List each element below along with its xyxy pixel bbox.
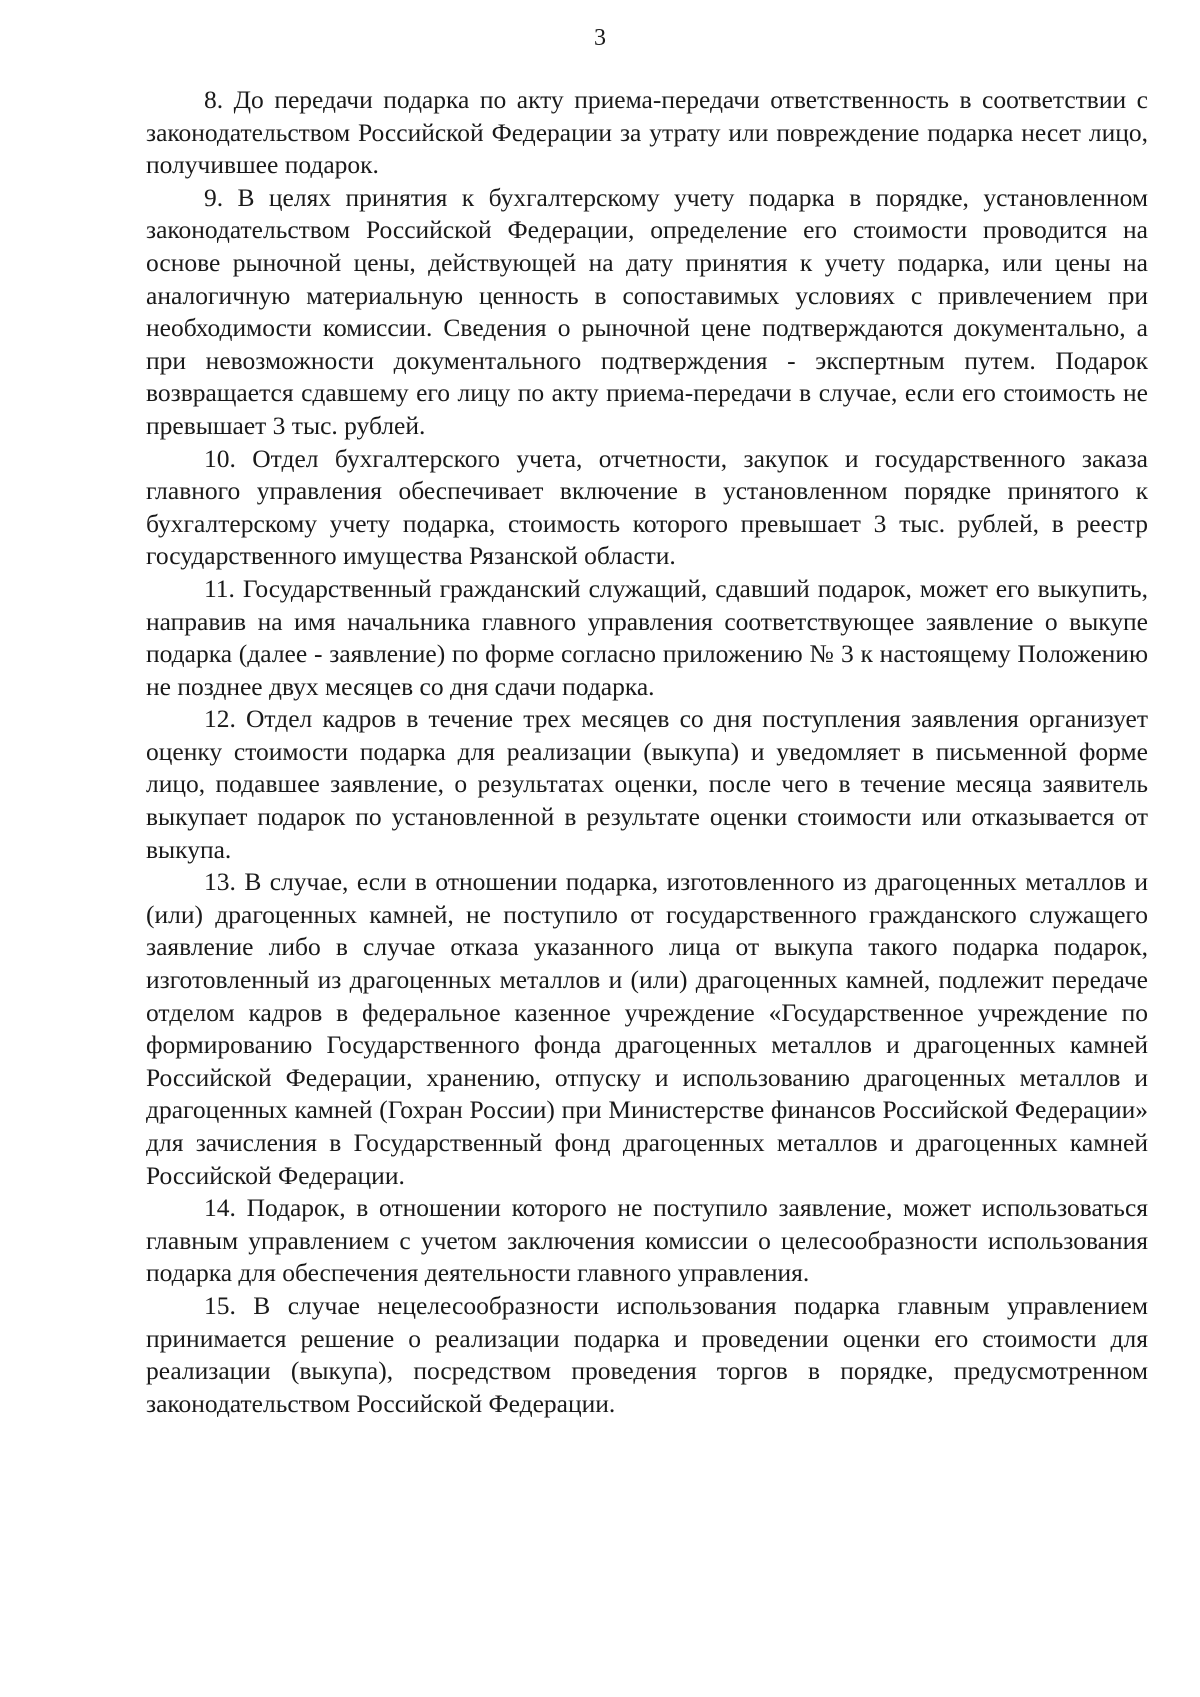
paragraph-15: 15. В случае нецелесообразности использования подарка главным управлением принимается решение о реализации подарка и проведении оценки его стоимости для реализации (выкупа), посредством проведения торгов в порядке, предусмотренном законодательством Российской Федерации. bbox=[146, 1290, 1148, 1418]
paragraph-9: 9. В целях принятия к бухгалтерскому учету подарка в порядке, установленном законодательством Российской Федерации, определение его стоимости проводится на основе рыночной цены, действующей на дату принятия к учету подарка, или цены на аналогичную материальную ценность в сопоставимых условиях с привлечением при необходимости комиссии. Сведения о рыночной цене подтверждаются документально, а при невозможности документального подтверждения - экспертным путем. Подарок возвращается сдавшему его лицу по акту приема-передачи в случае, если его стоимость не превышает 3 тыс. рублей. bbox=[146, 182, 1148, 440]
paragraph-12: 12. Отдел кадров в течение трех месяцев со дня поступления заявления организует оценку стоимости подарка для реализации (выкупа) и уведомляет в письменной форме лицо, подавшее заявление, о результатах оценки, после чего в течение месяца заявитель выкупает подарок по установленной в результате оценки стоимости или отказывается от выкупа. bbox=[146, 704, 1148, 864]
page-number: 3 bbox=[594, 25, 606, 51]
paragraph-10: 10. Отдел бухгалтерского учета, отчетности, закупок и государственного заказа главного управления обеспечивает включение в установленном порядке принятого к бухгалтерскому учету подарка, стоимость которого превышает 3 тыс. рублей, в реестр государственного имущества Рязанской области. bbox=[146, 443, 1148, 571]
paragraph-8: 8. До передачи подарка по акту приема-передачи ответственность в соответствии с законодательством Российской Федерации за утрату или повреждение подарка несет лицо, получившее подарок. bbox=[146, 85, 1148, 180]
paragraph-14: 14. Подарок, в отношении которого не поступило заявление, может использоваться главным управлением с учетом заключения комиссии о целесообразности использования подарка для обеспечения деятельности главного управления. bbox=[146, 1193, 1148, 1288]
document-body bbox=[146, 84, 1148, 1420]
paragraph-11: 11. Государственный гражданский служащий, сдавший подарок, может его выкупить, направив на имя начальника главного управления соответствующее заявление о выкупе подарка (далее - заявление) по форме согласно приложению № 3 к настоящему Положению не позднее двух месяцев со дня сдачи подарка. bbox=[146, 573, 1148, 701]
paragraph-13: 13. В случае, если в отношении подарка, изготовленного из драгоценных металлов и (или) драгоценных камней, не поступило от государственного гражданского служащего заявление либо в случае отказа указанного лица от выкупа такого подарка подарок, изготовленный из драгоценных металлов и (или) драгоценных камней, подлежит передаче отделом кадров в федеральное казенное учреждение «Государственное учреждение по формированию Государственного фонда драгоценных металлов и драгоценных камней Российской Федерации, хранению, отпуску и использованию драгоценных металлов и драгоценных камней (Гохран России) при Министерстве финансов Российской Федерации» для зачисления в Государственный фонд драгоценных металлов и драгоценных камней Российской Федерации. bbox=[146, 867, 1148, 1190]
